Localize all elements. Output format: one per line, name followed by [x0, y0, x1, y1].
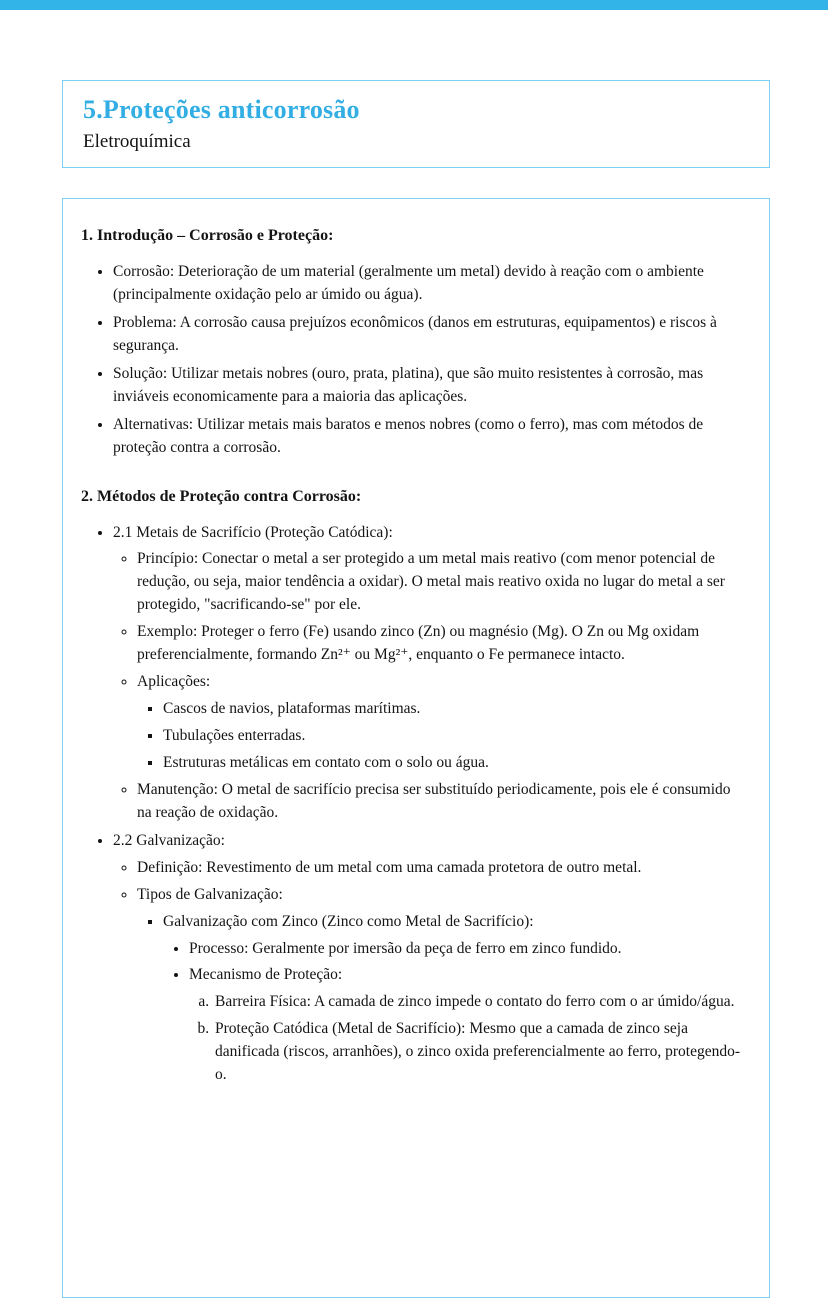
page-title: 5.Proteções anticorrosão — [83, 95, 360, 124]
content-card — [62, 198, 770, 1298]
list-item — [213, 1018, 749, 1087]
list-item — [113, 261, 749, 307]
list-item-text: Processo: Geralmente por imersão da peça de ferro em zinco fundido. — [189, 939, 622, 957]
list-item-text: Mecanismo de Proteção: — [189, 966, 343, 984]
list-item-text: Corrosão: Deterioração de um material (geralmente um metal) devido à reação com o ambiente (principalmente oxidação pelo ar úmido ou água). — [113, 263, 704, 303]
list-item-text: Tubulações enterradas. — [163, 727, 306, 744]
list-item — [137, 548, 749, 617]
list-item-text: Manutenção: O metal de sacrifício precisa ser substituído periodicamente, pois ele é consumido na reação de oxidação. — [137, 780, 731, 821]
list-item-text: Solução: Utilizar metais nobres (ouro, prata, platina), que são muito resistentes à corrosão, mas inviáveis economicamente para a maioria das aplicações. — [113, 364, 704, 405]
list-item-text: Problema: A corrosão causa prejuízos econômicos (danos em estruturas, equipamentos) e riscos à segurança. — [113, 313, 717, 354]
list-item-text: Princípio: Conectar o metal a ser protegido a um metal mais reativo (com menor potencial de redução, ou seja, maior tendência a oxidar). O metal mais reativo oxida no lugar do metal a ser protegido, "sacrificando-se" por ele. — [137, 550, 725, 614]
list-item — [113, 312, 749, 358]
list-item-text: Galvanização com Zinco (Zinco como Metal de Sacrifício): — [163, 912, 534, 930]
content-sections — [81, 227, 749, 1087]
list-item-text: Exemplo: Proteger o ferro (Fe) usando zinco (Zn) ou magnésio (Mg). O Zn ou Mg oxidam preferencialmente, formando Zn²⁺ ou Mg²⁺, enquanto o Fe permanece intacto. — [137, 623, 700, 664]
section-heading: 2. Métodos de Proteção contra Corrosão: — [81, 487, 362, 505]
top-accent-bar — [0, 0, 828, 10]
list-item-text: Alternativas: Utilizar metais mais baratos e menos nobres (como o ferro), mas com métodos de proteção contra a corrosão. — [113, 415, 704, 456]
list-item-text: Estruturas metálicas em contato com o solo ou água. — [163, 753, 489, 771]
list-item — [189, 964, 749, 1087]
list-item-text: Barreira Física: A camada de zinco impede o contato do ferro com o ar úmido/água. — [215, 993, 735, 1011]
lettered-list — [189, 991, 749, 1087]
list-item — [163, 911, 749, 1088]
section-heading: 1. Introdução – Corrosão e Proteção: — [81, 227, 334, 244]
list-item — [163, 698, 749, 721]
list-item-text: Cascos de navios, plataformas marítimas. — [163, 700, 421, 718]
page-subtitle: Eletroquímica — [83, 131, 191, 152]
list-item — [189, 938, 749, 961]
bullet-list-level-1 — [113, 548, 749, 824]
list-item — [113, 363, 749, 409]
bullet-list-level-2 — [137, 698, 749, 775]
bullet-list-level-3 — [163, 938, 749, 1088]
list-item — [113, 522, 749, 825]
list-item — [163, 752, 749, 775]
list-item-text: Aplicações: — [137, 673, 211, 691]
list-item — [113, 414, 749, 460]
bullet-list-level-0 — [81, 261, 749, 460]
bullet-list-level-0 — [81, 522, 749, 1088]
list-item — [137, 779, 749, 825]
list-item — [137, 621, 749, 667]
list-item-text: 2.1 Metais de Sacrifício (Proteção Catódica): — [113, 523, 393, 541]
list-item-text: Proteção Catódica (Metal de Sacrifício): Mesmo que a camada de zinco seja danificada (riscos, arranhões), o zinco oxida preferencialmente ao ferro, protegendo-o. — [215, 1020, 741, 1084]
bullet-list-level-2 — [137, 911, 749, 1088]
list-item — [137, 857, 749, 880]
list-item — [137, 884, 749, 1088]
title-card — [62, 80, 770, 168]
list-item — [213, 991, 749, 1014]
list-item — [137, 671, 749, 775]
list-item-text: Definição: Revestimento de um metal com uma camada protetora de outro metal. — [137, 858, 642, 876]
list-item-text: Tipos de Galvanização: — [137, 885, 283, 903]
list-item — [113, 830, 749, 1087]
list-item-text: 2.2 Galvanização: — [113, 831, 225, 849]
bullet-list-level-1 — [113, 857, 749, 1087]
list-item — [163, 725, 749, 748]
